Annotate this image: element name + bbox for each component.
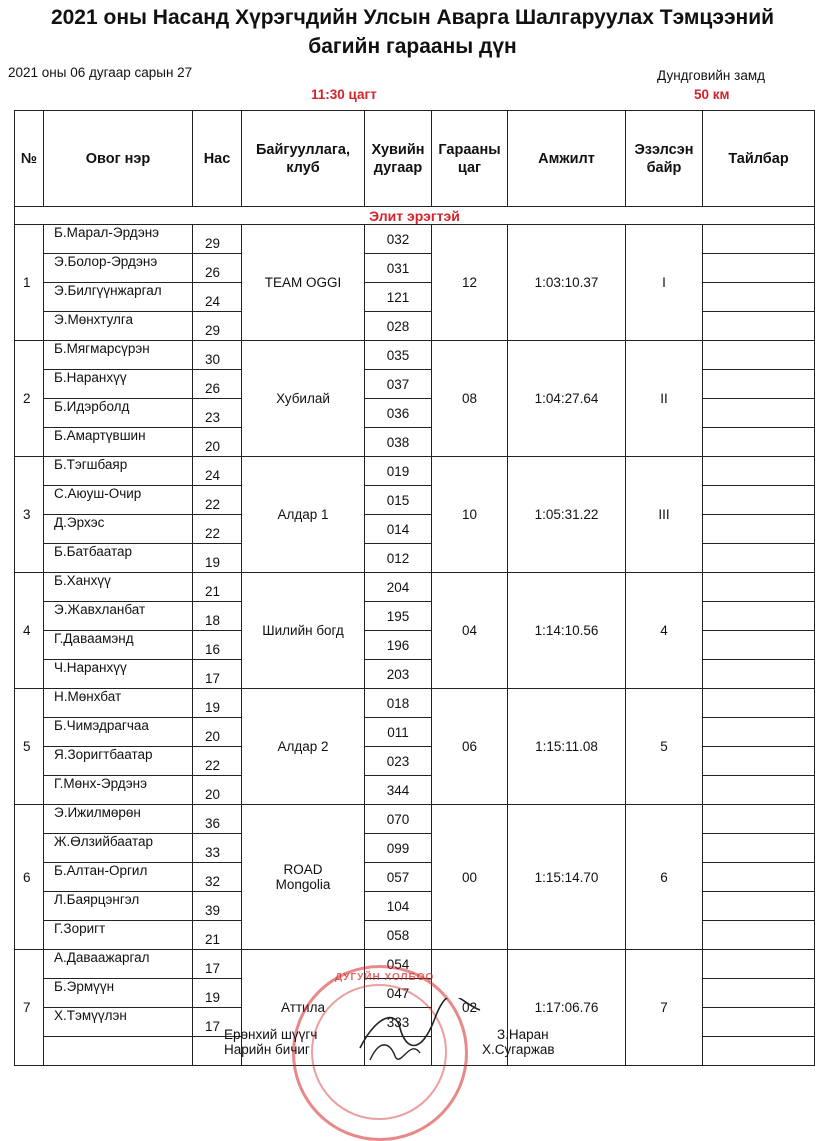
team-result: 1:15:14.70 xyxy=(508,805,626,950)
note-cell xyxy=(703,428,815,457)
team-club: Шилийн богд xyxy=(242,573,365,689)
team-place: II xyxy=(626,341,703,457)
rider-bib: 023 xyxy=(365,747,432,776)
note-cell xyxy=(703,225,815,254)
rider-bib: 011 xyxy=(365,718,432,747)
team-place: 5 xyxy=(626,689,703,805)
header-no: № xyxy=(15,111,44,207)
stamp-text: ДУГУЙН ХОЛБОО xyxy=(335,972,435,983)
rider-age: 24 xyxy=(193,283,242,312)
rider-age: 24 xyxy=(193,457,242,486)
note-cell xyxy=(703,805,815,834)
rider-name: Б.Амартүвшин xyxy=(44,428,193,457)
rider-bib: 032 xyxy=(365,225,432,254)
table-row xyxy=(15,225,815,254)
rider-age: 29 xyxy=(193,312,242,341)
team-number: 5 xyxy=(15,689,44,805)
note-cell xyxy=(703,312,815,341)
note-cell xyxy=(703,660,815,689)
rider-age: 21 xyxy=(193,573,242,602)
header-club: Байгууллага, клуб xyxy=(242,111,365,207)
team-number: 4 xyxy=(15,573,44,689)
note-cell xyxy=(703,631,815,660)
table-row xyxy=(15,573,815,602)
rider-bib: 104 xyxy=(365,892,432,921)
note-cell xyxy=(703,573,815,602)
team-club: Алдар 2 xyxy=(242,689,365,805)
rider-name: Г.Зоригт xyxy=(44,921,193,950)
document-title-line1: 2021 оны Насанд Хүрэгчдийн Улсын Аварга Шалгаруулах Тэмцээний xyxy=(50,6,775,29)
team-result: 1:14:10.56 xyxy=(508,573,626,689)
rider-age: 18 xyxy=(193,602,242,631)
team-start: 06 xyxy=(432,689,508,805)
team-club: TEAM OGGI xyxy=(242,225,365,341)
team-number: 3 xyxy=(15,457,44,573)
table-row xyxy=(15,805,815,834)
rider-name: Э.Жавхланбат xyxy=(44,602,193,631)
rider-age: 17 xyxy=(193,660,242,689)
rider-bib: 196 xyxy=(365,631,432,660)
rider-bib: 204 xyxy=(365,573,432,602)
rider-name: Я.Зоригтбаатар xyxy=(44,747,193,776)
rider-age: 33 xyxy=(193,834,242,863)
rider-bib: 028 xyxy=(365,312,432,341)
rider-bib: 054 xyxy=(365,950,432,979)
rider-age: 20 xyxy=(193,428,242,457)
rider-age: 22 xyxy=(193,747,242,776)
document-title-line2: багийн гарааны дүн xyxy=(308,35,517,58)
team-result: 1:05:31.22 xyxy=(508,457,626,573)
rider-bib: 019 xyxy=(365,457,432,486)
header-result: Амжилт xyxy=(508,111,626,207)
header-place: Эзэлсэн байр xyxy=(626,111,703,207)
team-number: 1 xyxy=(15,225,44,341)
rider-name: Б.Батбаатар xyxy=(44,544,193,573)
team-number: 2 xyxy=(15,341,44,457)
chief-judge-label: Ерөнхий шүүгч xyxy=(224,1027,318,1042)
table-row xyxy=(15,341,815,370)
note-cell xyxy=(703,834,815,863)
rider-bib: 035 xyxy=(365,341,432,370)
rider-bib: 037 xyxy=(365,370,432,399)
rider-name: Н.Мөнхбат xyxy=(44,689,193,718)
team-result: 1:04:27.64 xyxy=(508,341,626,457)
rider-name: Г.Даваамэнд xyxy=(44,631,193,660)
rider-name: Б.Мягмарсүрэн xyxy=(44,341,193,370)
team-place: III xyxy=(626,457,703,573)
rider-age: 19 xyxy=(193,544,242,573)
note-cell xyxy=(703,863,815,892)
rider-name: Б.Марал-Эрдэнэ xyxy=(44,225,193,254)
rider-bib: 058 xyxy=(365,921,432,950)
rider-age: 32 xyxy=(193,863,242,892)
rider-name: Э.Болор-Эрдэнэ xyxy=(44,254,193,283)
team-club: Хубилай xyxy=(242,341,365,457)
team-result: 1:03:10.37 xyxy=(508,225,626,341)
rider-name: Б.Эрмүүн xyxy=(44,979,193,1008)
header-bib: Хувийн дугаар xyxy=(365,111,432,207)
rider-age: 19 xyxy=(193,689,242,718)
team-club xyxy=(242,805,365,950)
rider-bib: 014 xyxy=(365,515,432,544)
rider-name: Л.Баярцэнгэл xyxy=(44,892,193,921)
note-cell xyxy=(703,718,815,747)
header-start: Гарааны цаг xyxy=(432,111,508,207)
rider-age: 29 xyxy=(193,225,242,254)
rider-bib: 057 xyxy=(365,863,432,892)
rider-name: Э.Ижилмөрөн xyxy=(44,805,193,834)
rider-age: 20 xyxy=(193,718,242,747)
note-cell xyxy=(703,602,815,631)
secretary-name: Х.Сугаржав xyxy=(482,1042,555,1057)
note-cell xyxy=(703,457,815,486)
rider-bib: 015 xyxy=(365,486,432,515)
note-cell xyxy=(703,254,815,283)
location-label: Дундговийн замд xyxy=(657,68,765,83)
team-place: I xyxy=(626,225,703,341)
team-start: 04 xyxy=(432,573,508,689)
note-cell xyxy=(703,979,815,1008)
rider-age: 26 xyxy=(193,370,242,399)
rider-name: Б.Наранхүү xyxy=(44,370,193,399)
rider-name: Б.Алтан-Оргил xyxy=(44,863,193,892)
team-number: 7 xyxy=(15,950,44,1066)
rider-name: А.Даваажаргал xyxy=(44,950,193,979)
header-name: Овог нэр xyxy=(44,111,193,207)
note-cell xyxy=(703,747,815,776)
rider-age: 19 xyxy=(193,979,242,1008)
rider-age: 36 xyxy=(193,805,242,834)
rider-bib: 195 xyxy=(365,602,432,631)
rider-age: 22 xyxy=(193,515,242,544)
team-start: 08 xyxy=(432,341,508,457)
rider-bib: 036 xyxy=(365,399,432,428)
note-cell xyxy=(703,544,815,573)
rider-age: 26 xyxy=(193,254,242,283)
secretary-label: Нарийн бичиг xyxy=(224,1042,310,1057)
rider-name: Д.Эрхэс xyxy=(44,515,193,544)
note-cell xyxy=(703,950,815,979)
rider-age: 22 xyxy=(193,486,242,515)
team-start: 12 xyxy=(432,225,508,341)
rider-age: 20 xyxy=(193,776,242,805)
team-club: Алдар 1 xyxy=(242,457,365,573)
rider-name: Г.Мөнх-Эрдэнэ xyxy=(44,776,193,805)
rider-name: Э.Мөнхтулга xyxy=(44,312,193,341)
start-time: 11:30 цагт xyxy=(311,87,377,102)
team-club-line2: Mongolia xyxy=(275,877,331,892)
note-cell xyxy=(703,283,815,312)
team-number: 6 xyxy=(15,805,44,950)
rider-bib: 018 xyxy=(365,689,432,718)
rider-bib: 038 xyxy=(365,428,432,457)
rider-age: 17 xyxy=(193,950,242,979)
rider-name: Ч.Наранхүү xyxy=(44,660,193,689)
note-cell xyxy=(703,1037,815,1066)
rider-age: 16 xyxy=(193,631,242,660)
header-note: Тайлбар xyxy=(703,111,815,207)
rider-bib: 031 xyxy=(365,254,432,283)
team-start: 02 xyxy=(432,950,508,1066)
rider-name xyxy=(44,1037,193,1066)
team-place: 7 xyxy=(626,950,703,1066)
rider-name: Б.Ханхүү xyxy=(44,573,193,602)
rider-name: С.Аюуш-Очир xyxy=(44,486,193,515)
rider-name: Б.Идэрболд xyxy=(44,399,193,428)
rider-bib: 012 xyxy=(365,544,432,573)
note-cell xyxy=(703,399,815,428)
rider-age: 30 xyxy=(193,341,242,370)
team-result: 1:15:11.08 xyxy=(508,689,626,805)
rider-age: 17 xyxy=(193,1008,242,1037)
note-cell xyxy=(703,515,815,544)
team-start: 10 xyxy=(432,457,508,573)
note-cell xyxy=(703,892,815,921)
rider-bib: 070 xyxy=(365,805,432,834)
signature-drawing xyxy=(340,998,490,1068)
note-cell xyxy=(703,921,815,950)
rider-age: 21 xyxy=(193,921,242,950)
team-club-line1: ROAD xyxy=(283,862,323,877)
rider-name: Ж.Өлзийбаатар xyxy=(44,834,193,863)
note-cell xyxy=(703,1008,815,1037)
note-cell xyxy=(703,370,815,399)
team-place: 4 xyxy=(626,573,703,689)
table-row xyxy=(15,689,815,718)
results-table xyxy=(14,110,815,1066)
rider-name: Э.Билгүүнжаргал xyxy=(44,283,193,312)
rider-name: Б.Тэгшбаяр xyxy=(44,457,193,486)
rider-age: 23 xyxy=(193,399,242,428)
rider-age: 39 xyxy=(193,892,242,921)
chief-judge-name: З.Наран xyxy=(497,1027,549,1042)
category-row: Элит эрэгтэй xyxy=(15,207,815,225)
rider-bib: 333 xyxy=(365,1008,432,1037)
team-club: Аттила xyxy=(242,950,365,1066)
rider-bib: 203 xyxy=(365,660,432,689)
header-age: Нас xyxy=(193,111,242,207)
note-cell xyxy=(703,486,815,515)
rider-name: Б.Чимэдрагчаа xyxy=(44,718,193,747)
rider-bib: 047 xyxy=(365,979,432,1008)
note-cell xyxy=(703,689,815,718)
note-cell xyxy=(703,776,815,805)
note-cell xyxy=(703,341,815,370)
document-date: 2021 оны 06 дугаар сарын 27 xyxy=(8,65,193,80)
team-place: 6 xyxy=(626,805,703,950)
rider-bib: 121 xyxy=(365,283,432,312)
rider-bib: 099 xyxy=(365,834,432,863)
team-start: 00 xyxy=(432,805,508,950)
rider-name: Х.Тэмүүлэн xyxy=(44,1008,193,1037)
table-row xyxy=(15,457,815,486)
distance: 50 км xyxy=(694,87,730,102)
rider-bib: 344 xyxy=(365,776,432,805)
team-result: 1:17:06.76 xyxy=(508,950,626,1066)
